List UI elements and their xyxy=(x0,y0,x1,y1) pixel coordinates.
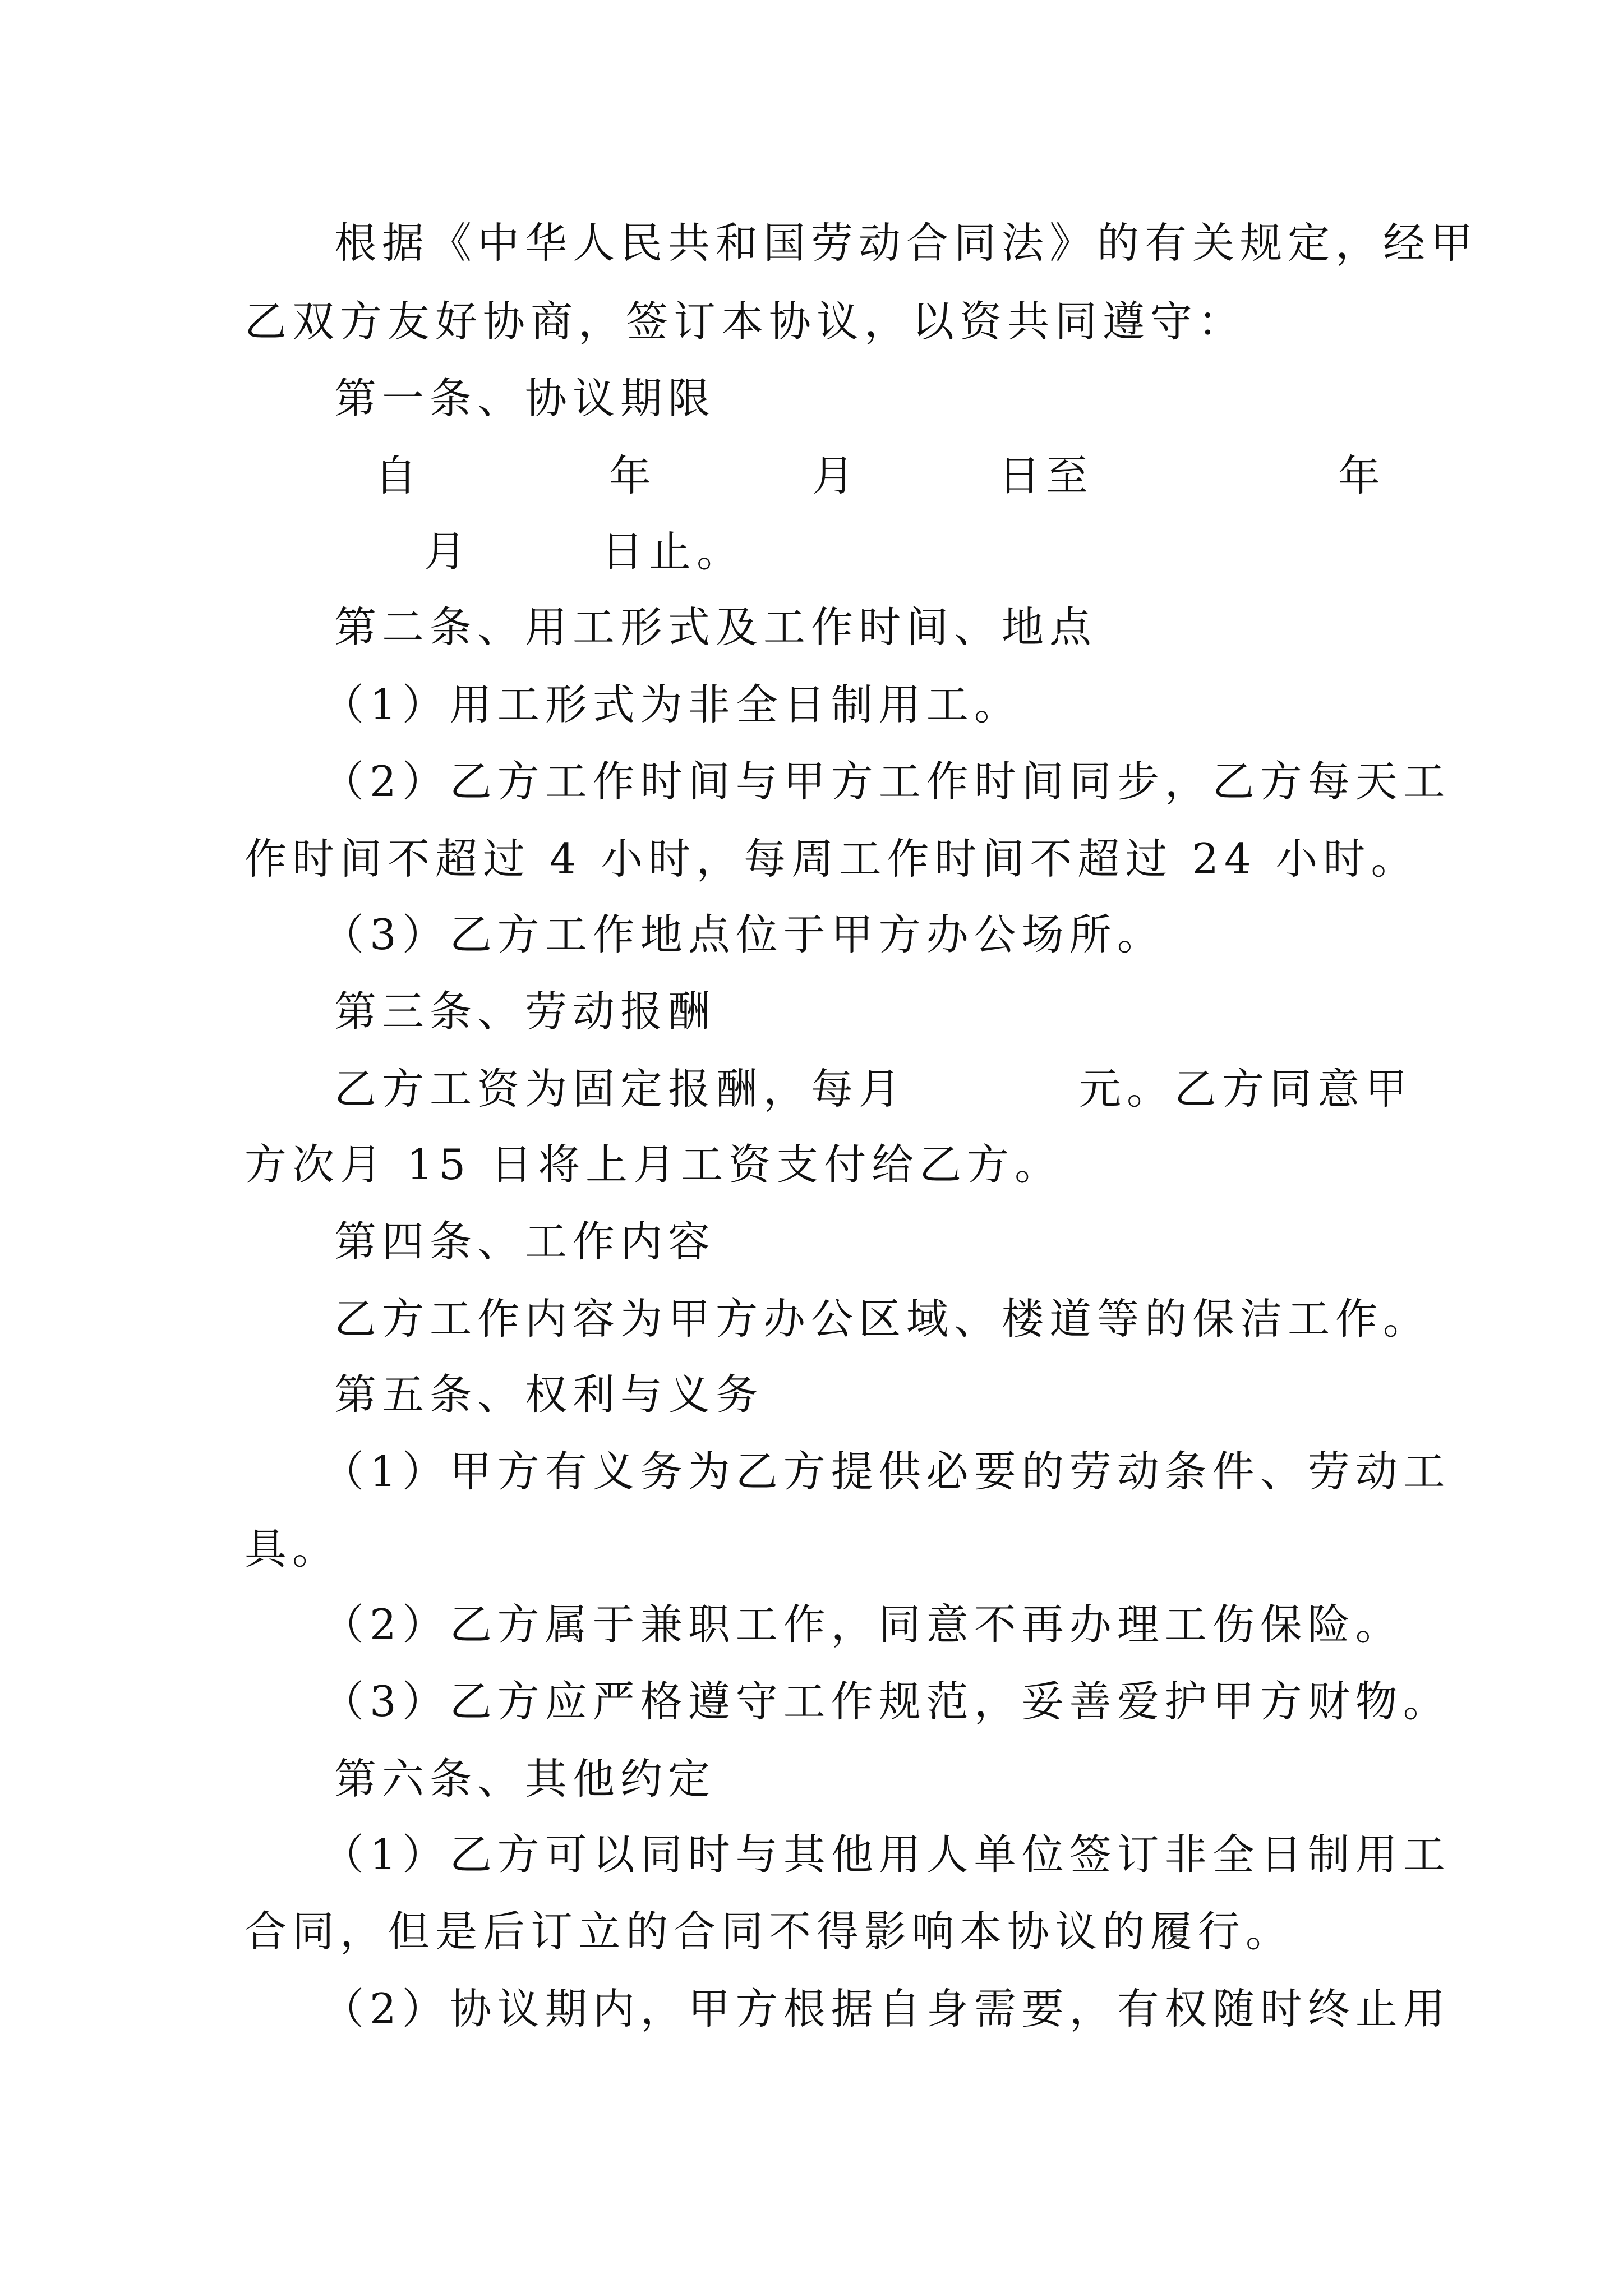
article-6-item-1-line-2: 合同，但是后订立的合同不得影响本协议的履行。 xyxy=(245,1907,1294,1956)
date-month-label-1: 月 xyxy=(812,451,860,500)
article-6-title: 第六条、其他约定 xyxy=(334,1754,716,1803)
article-5-item-2: （2）乙方属于兼职工作，同意不再办理工伤保险。 xyxy=(322,1600,1403,1649)
date-range-line-1 xyxy=(245,448,1386,504)
article-5-item-1-line-1: （1）甲方有义务为乙方提供必要的劳动条件、劳动工 xyxy=(322,1447,1451,1496)
article-4-text: 乙方工作内容为甲方办公区域、楼道等的保洁工作。 xyxy=(334,1294,1431,1343)
article-3-salary-unit-text: 元。乙方同意甲 xyxy=(1079,1064,1413,1114)
article-3-salary-text: 乙方工资为固定报酬，每月 xyxy=(334,1064,907,1114)
paragraph-intro-line-2: 乙双方友好协商，签订本协议，以资共同遵守： xyxy=(245,297,1246,346)
date-from-label: 自 xyxy=(375,451,423,500)
article-5-item-1-line-2: 具。 xyxy=(245,1524,340,1573)
article-2-item-3: （3）乙方工作地点位于甲方办公场所。 xyxy=(322,910,1165,959)
date-range-line-2 xyxy=(245,523,1383,579)
article-3-title: 第三条、劳动报酬 xyxy=(334,987,716,1036)
article-5-title: 第五条、权利与义务 xyxy=(334,1370,764,1419)
article-2-item-2-line-1: （2）乙方工作时间与甲方工作时间同步，乙方每天工 xyxy=(322,757,1451,806)
date-day-end-label: 日止。 xyxy=(601,527,745,576)
date-month-label-2: 月 xyxy=(424,527,472,576)
article-3-line-1 xyxy=(245,1061,1413,1117)
paragraph-intro-line-1: 根据《中华人民共和国劳动合同法》的有关规定，经甲 xyxy=(334,218,1479,268)
article-5-item-3: （3）乙方应严格遵守工作规范，妥善爱护甲方财物。 xyxy=(322,1677,1451,1726)
article-6-item-1-line-1: （1）乙方可以同时与其他用人单位签订非全日制用工 xyxy=(322,1830,1451,1879)
date-day-to-label: 日至 xyxy=(998,451,1094,500)
article-1-title: 第一条、协议期限 xyxy=(334,374,716,423)
date-year-label-1: 年 xyxy=(609,451,657,500)
article-2-title: 第二条、用工形式及工作时间、地点 xyxy=(334,602,1098,652)
article-2-item-2-line-2: 作时间不超过 4 小时，每周工作时间不超过 24 小时。 xyxy=(245,834,1419,884)
date-year-label-2: 年 xyxy=(1338,451,1386,500)
article-6-item-2-line-1: （2）协议期内，甲方根据自身需要，有权随时终止用 xyxy=(322,1984,1451,2033)
article-2-item-1: （1）用工形式为非全日制用工。 xyxy=(322,680,1022,729)
article-3-line-2: 方次月 15 日将上月工资支付给乙方。 xyxy=(245,1140,1063,1189)
article-4-title: 第四条、工作内容 xyxy=(334,1217,716,1266)
